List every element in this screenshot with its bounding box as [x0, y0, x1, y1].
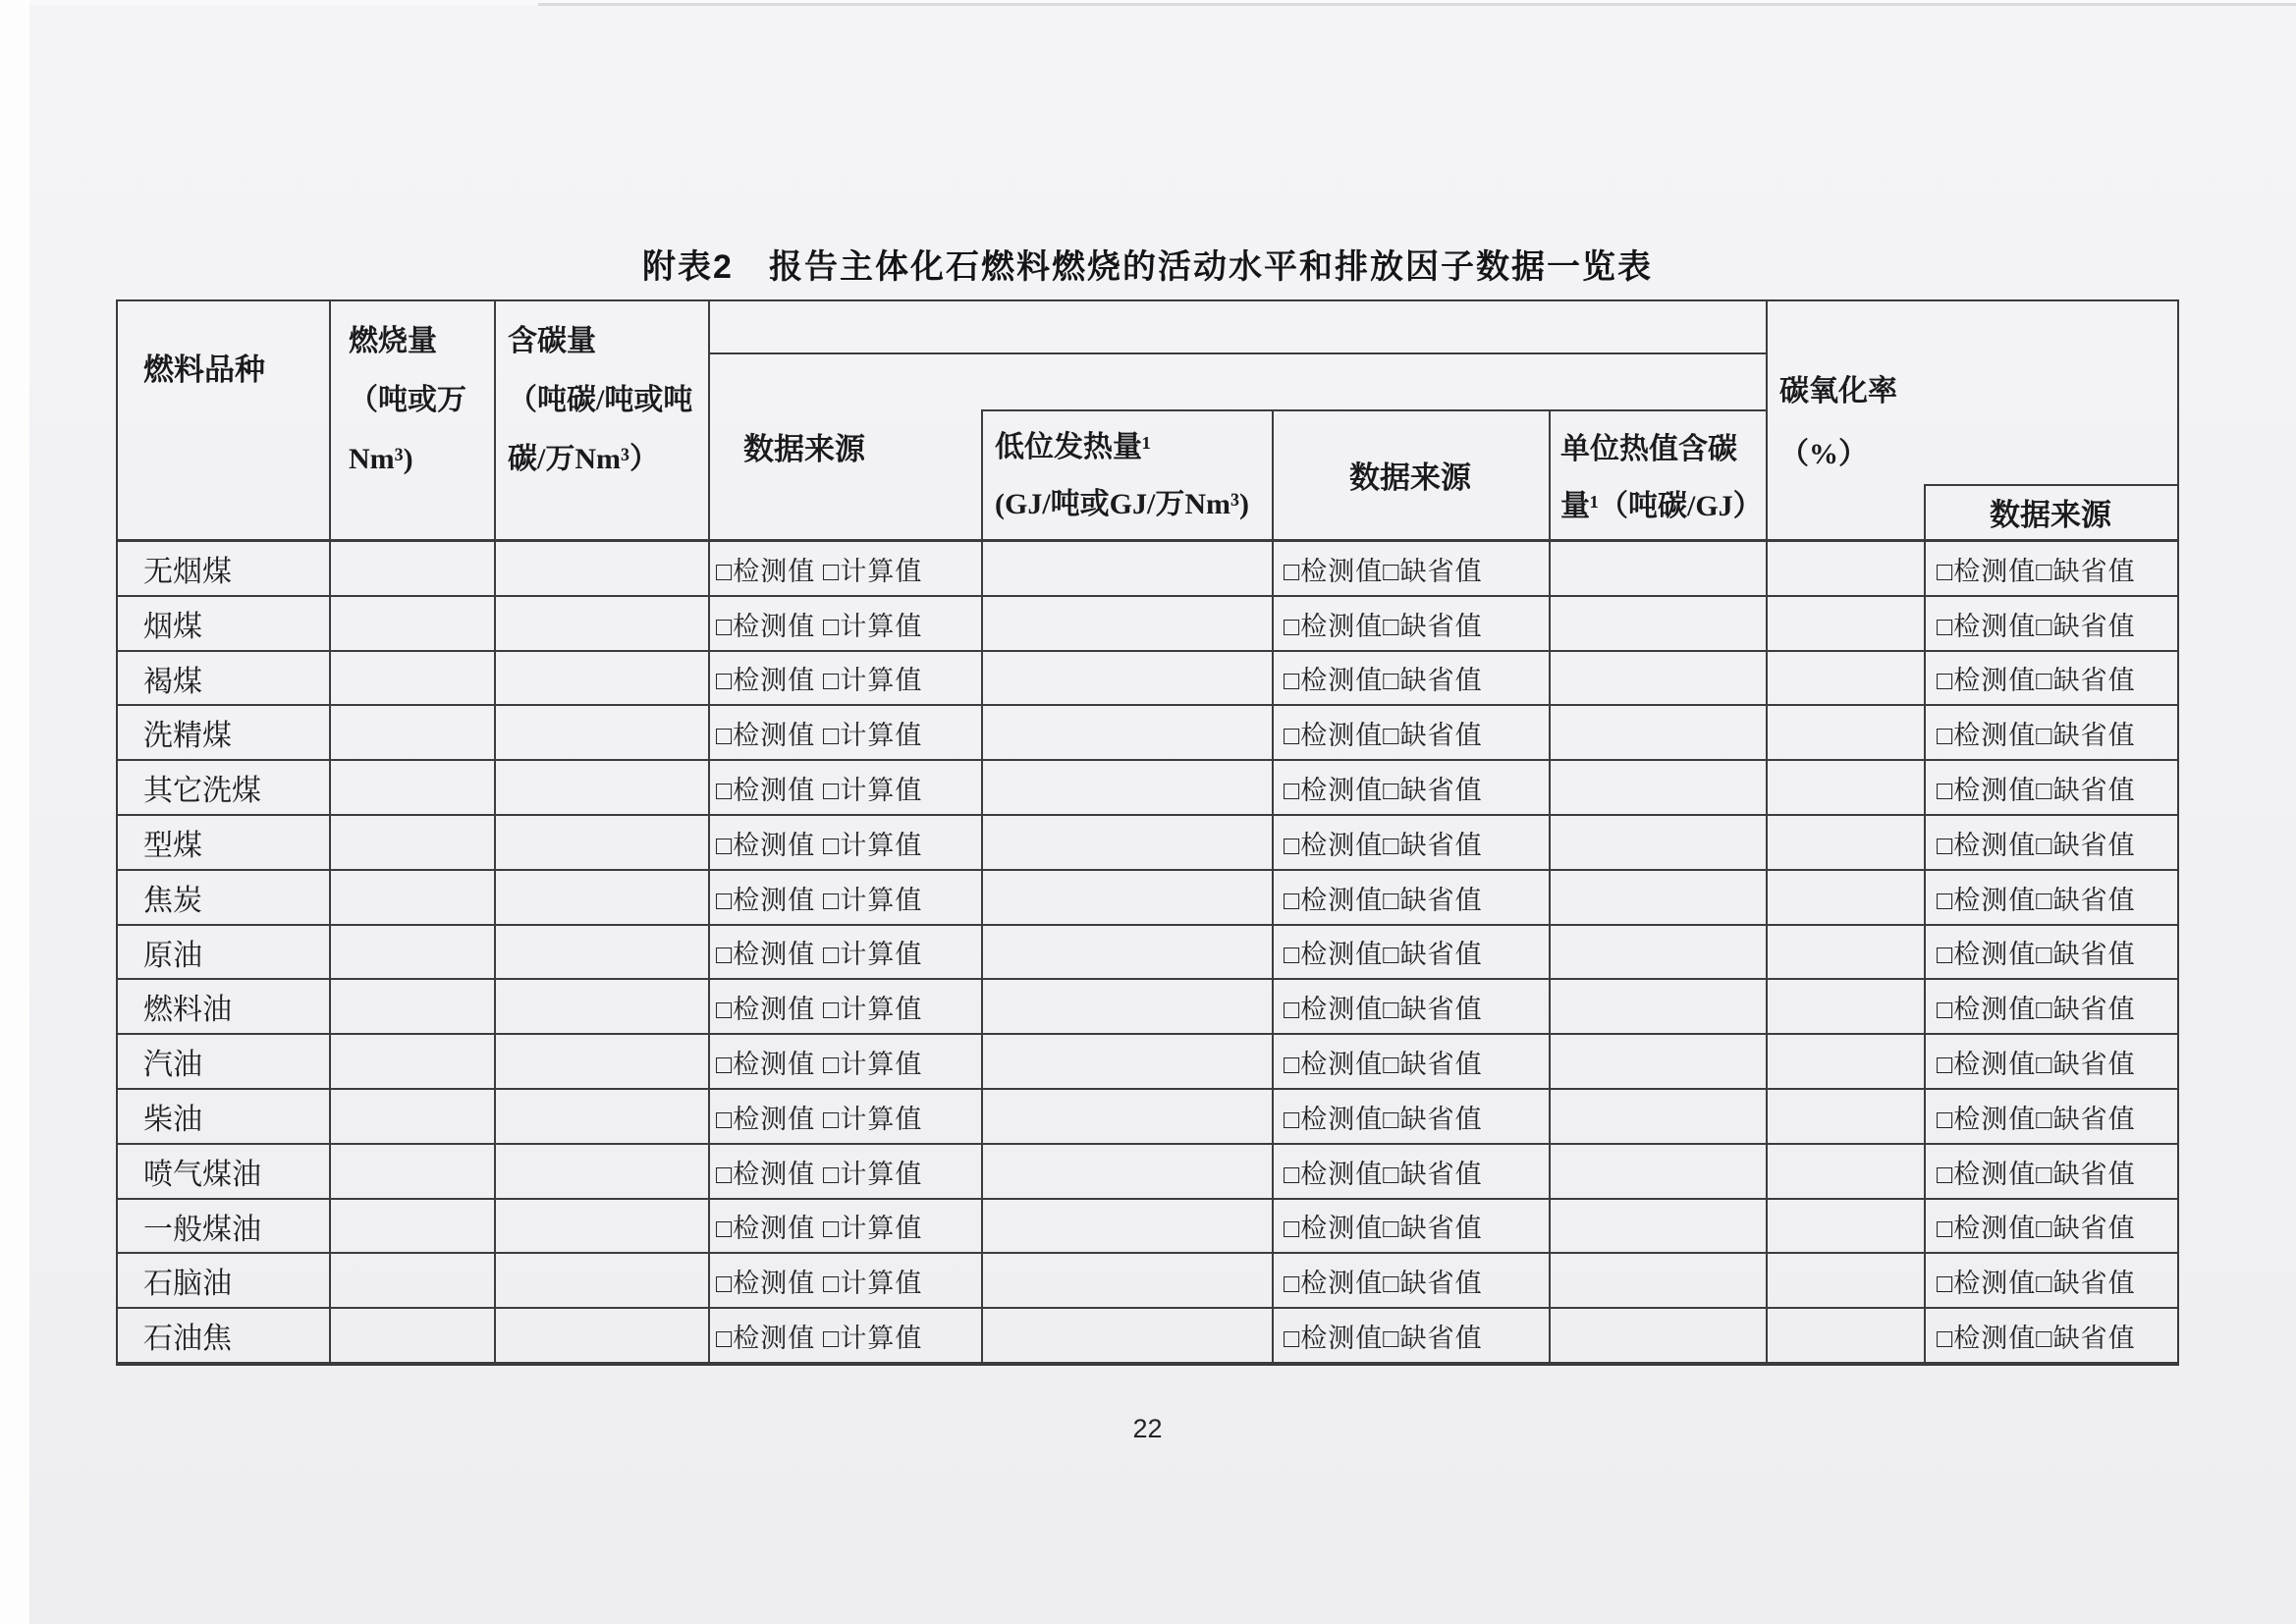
table-row [118, 816, 2177, 871]
header-oxidation-rate: 碳氧化率 （%） [1779, 375, 1897, 470]
carbon-data-source-options: □检测值 □计算值 [716, 556, 923, 586]
table-row [118, 980, 2177, 1035]
table-row [118, 871, 2177, 926]
carbon-data-source-options: □检测值 □计算值 [716, 720, 923, 750]
header-data-source-heating: 数据来源 [1349, 460, 1471, 495]
fuel-type-label: 型煤 [143, 830, 202, 862]
heating-data-source-options: □检测值□缺省值 [1284, 720, 1483, 750]
page-left-edge [0, 0, 29, 1624]
carbon-data-source-options: □检测值 □计算值 [716, 1323, 923, 1353]
oxidation-data-source-options: □检测值□缺省值 [1937, 830, 2136, 860]
table-row [118, 1090, 2177, 1145]
carbon-data-source-options: □检测值 □计算值 [716, 940, 923, 969]
table-row [118, 1254, 2177, 1309]
table-row [118, 652, 2177, 706]
header-combustion-amount: 燃烧量 （吨或万 Nm³) [349, 325, 466, 475]
oxidation-data-source-options: □检测值□缺省值 [1937, 556, 2136, 586]
header-data-source-carbon: 数据来源 [743, 431, 865, 466]
oxidation-data-source-options: □检测值□缺省值 [1937, 1214, 2136, 1243]
fuel-type-label: 原油 [143, 939, 202, 972]
page-number: 22 [1132, 1414, 1163, 1443]
header-fuel-type [118, 301, 329, 539]
header-unit-heat-carbon: 单位热值含碳 量¹（吨碳/GJ） [1560, 433, 1763, 522]
fuel-type-label: 石油焦 [143, 1323, 232, 1355]
oxidation-data-source-options: □检测值□缺省值 [1937, 885, 2136, 915]
oxidation-data-source-options: □检测值□缺省值 [1937, 1049, 2136, 1079]
fuel-type-label: 喷气煤油 [143, 1159, 261, 1191]
fuel-type-label: 燃料油 [143, 994, 232, 1026]
table-row [118, 706, 2177, 761]
heating-data-source-options: □检测值□缺省值 [1284, 556, 1483, 586]
carbon-data-source-options: □检测值 □计算值 [716, 1104, 923, 1134]
heating-data-source-options: □检测值□缺省值 [1284, 994, 1483, 1024]
fuel-type-label: 褐煤 [143, 665, 202, 698]
heating-data-source-options: □检测值□缺省值 [1284, 611, 1483, 641]
table-row [118, 1035, 2177, 1090]
fuel-type-label: 洗精煤 [143, 720, 232, 752]
table-row [118, 1309, 2177, 1364]
carbon-data-source-options: □检测值 □计算值 [716, 666, 923, 695]
carbon-data-source-options: □检测值 □计算值 [716, 1159, 923, 1189]
oxidation-data-source-options: □检测值□缺省值 [1937, 1268, 2136, 1298]
carbon-data-source-options: □检测值 □计算值 [716, 775, 923, 805]
header-carbon-content: 含碳量 （吨碳/吨或吨 碳/万Nm³） [508, 325, 693, 475]
table-row [118, 926, 2177, 980]
heating-data-source-options: □检测值□缺省值 [1284, 940, 1483, 969]
scan-artifact-line [538, 3, 2296, 6]
table-row [118, 761, 2177, 816]
heating-data-source-options: □检测值□缺省值 [1284, 775, 1483, 805]
carbon-data-source-options: □检测值 □计算值 [716, 611, 923, 641]
header-data-source-oxidation: 数据来源 [1990, 497, 2111, 532]
heating-data-source-options: □检测值□缺省值 [1284, 830, 1483, 860]
table-row [118, 1200, 2177, 1254]
fuel-type-label: 一般煤油 [143, 1213, 261, 1246]
carbon-data-source-options: □检测值 □计算值 [716, 1268, 923, 1298]
heating-data-source-options: □检测值□缺省值 [1284, 1159, 1483, 1189]
oxidation-data-source-options: □检测值□缺省值 [1937, 666, 2136, 695]
carbon-data-source-options: □检测值 □计算值 [716, 885, 923, 915]
fuel-type-label: 焦炭 [143, 885, 202, 917]
oxidation-data-source-options: □检测值□缺省值 [1937, 1159, 2136, 1189]
carbon-data-source-options: □检测值 □计算值 [716, 1049, 923, 1079]
heating-data-source-options: □检测值□缺省值 [1284, 1049, 1483, 1079]
heating-data-source-options: □检测值□缺省值 [1284, 1268, 1483, 1298]
fuel-type-label: 烟煤 [143, 611, 202, 643]
carbon-data-source-options: □检测值 □计算值 [716, 1214, 923, 1243]
heating-data-source-options: □检测值□缺省值 [1284, 1104, 1483, 1134]
fuel-type-label: 无烟煤 [143, 556, 232, 588]
table-row [118, 542, 2177, 597]
header-fuel-type-label: 燃料品种 [143, 352, 265, 387]
oxidation-data-source-options: □检测值□缺省值 [1937, 720, 2136, 750]
heating-data-source-options: □检测值□缺省值 [1284, 885, 1483, 915]
oxidation-data-source-options: □检测值□缺省值 [1937, 1323, 2136, 1353]
fuel-type-label: 柴油 [143, 1104, 202, 1136]
heating-data-source-options: □检测值□缺省值 [1284, 666, 1483, 695]
fuel-type-label: 汽油 [143, 1049, 202, 1081]
oxidation-data-source-options: □检测值□缺省值 [1937, 611, 2136, 641]
heating-data-source-options: □检测值□缺省值 [1284, 1214, 1483, 1243]
carbon-data-source-options: □检测值 □计算值 [716, 994, 923, 1024]
carbon-data-source-options: □检测值 □计算值 [716, 830, 923, 860]
data-table [116, 299, 2179, 1366]
fuel-type-label: 石脑油 [143, 1268, 232, 1300]
heating-data-source-options: □检测值□缺省值 [1284, 1323, 1483, 1353]
document-title: 附表2 报告主体化石燃料燃烧的活动水平和排放因子数据一览表 [642, 248, 1653, 286]
oxidation-data-source-options: □检测值□缺省值 [1937, 1104, 2136, 1134]
table-row [118, 597, 2177, 652]
header-heating-value: 低位发热量¹ (GJ/吨或GJ/万Nm³) [995, 431, 1249, 520]
oxidation-data-source-options: □检测值□缺省值 [1937, 940, 2136, 969]
fuel-type-label: 其它洗煤 [143, 775, 261, 807]
table-row [118, 1145, 2177, 1200]
oxidation-data-source-options: □检测值□缺省值 [1937, 994, 2136, 1024]
oxidation-data-source-options: □检测值□缺省值 [1937, 775, 2136, 805]
